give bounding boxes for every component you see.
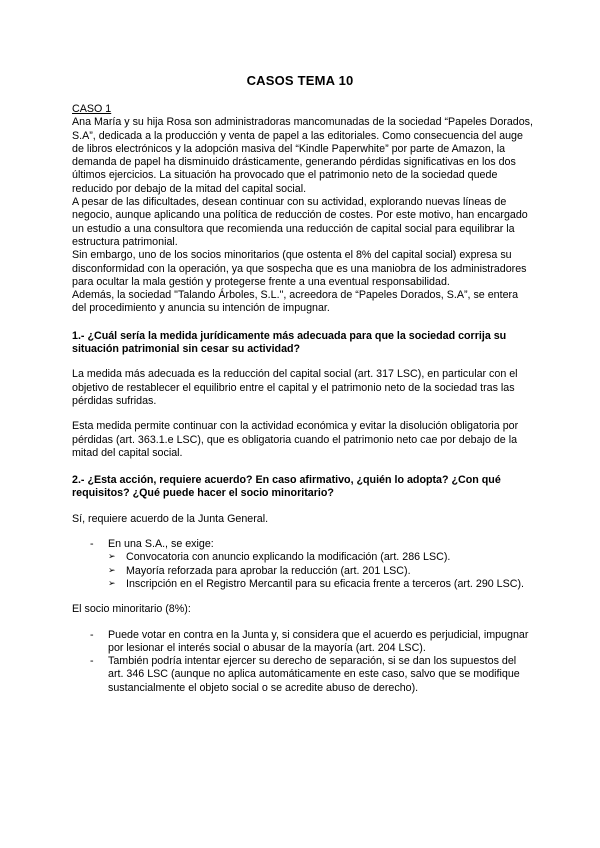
minority-intro: El socio minoritario (8%): bbox=[72, 603, 191, 616]
sa-item-3: Inscripción en el Registro Mercantil para su eficacia frente a terceros (art. 290 LSC). bbox=[126, 577, 524, 590]
list-item bbox=[72, 629, 534, 656]
question-2: 2.- ¿Esta acción, requiere acuerdo? En caso afirmativo, ¿quién lo adopta? ¿Con qué requisitos? ¿Qué puede hacer el socio minoritario? bbox=[72, 474, 501, 500]
answer-2-intro: Sí, requiere acuerdo de la Junta General. bbox=[72, 512, 269, 525]
document-title: CASOS TEMA 10 bbox=[246, 73, 354, 88]
dash-bullet: - bbox=[90, 628, 94, 641]
document-body bbox=[72, 103, 534, 695]
dash-bullet: - bbox=[90, 655, 94, 668]
arrow-bullet-icon: ➢ bbox=[108, 565, 116, 576]
sa-requirements-list bbox=[72, 538, 534, 591]
sa-intro: En una S.A., se exige: bbox=[108, 538, 214, 551]
answer-1-paragraph-2: Esta medida permite continuar con la actividad económica y evitar la disolución obligatoria por pérdidas (art. 363.1.e LSC), que es obligatoria cuando el patrimonio neto cae por debajo de la mitad del capital social. bbox=[72, 420, 519, 459]
case-paragraph-3: Sin embargo, uno de los socios minoritarios (que ostenta el 8% del capital social) expresa su disconformidad con la operación, ya que sospecha que es una maniobra de los administradores para ocultar la mala gestión y protegerse frente a una eventual responsabilidad. bbox=[72, 249, 527, 288]
sa-sublist bbox=[108, 551, 534, 591]
minority-item-1: Puede votar en contra en la Junta y, si considera que el acuerdo es perjudicial, impugnar por lesionar el interés social o abusar de la mayoría (art. 204 LSC). bbox=[108, 628, 529, 654]
sa-item-2: Mayoría reforzada para aprobar la reducción (art. 201 LSC). bbox=[126, 564, 411, 577]
case-paragraph-2: A pesar de las dificultades, desean continuar con su actividad, explorando nuevas líneas de negocio, aunque aplicando una política de reducción de costes. Por este motivo, han encargado un estudio a una consultora que recomienda una reducción de capital social para equilibrar la estructura patrimonial. bbox=[72, 196, 528, 248]
list-item bbox=[72, 655, 534, 695]
list-item bbox=[108, 565, 534, 578]
list-item bbox=[72, 538, 534, 591]
case-paragraph-1: Ana María y su hija Rosa son administradoras mancomunadas de la sociedad “Papeles Dorados, S.A”, dedicada a la producción y venta de papel a las editoriales. Como consecuencia del auge de libros electrónicos y la adopción masiva del “Kindle Paperwhite” por parte de Amazon, la demanda de papel ha disminuido drásticamente, generando pérdidas significativas en los dos últimos ejercicios. La situación ha provocado que el patrimonio neto de la sociedad quede reducido por debajo de la mitad del capital social. bbox=[72, 116, 533, 195]
case-label: CASO 1 bbox=[72, 103, 112, 115]
case-paragraph-4: Además, la sociedad "Talando Árboles, S.L.", acreedora de “Papeles Dorados, S.A”, se entera del procedimiento y anuncia su intención de impugnar. bbox=[72, 289, 519, 315]
sa-item-1: Convocatoria con anuncio explicando la modificación (art. 286 LSC). bbox=[126, 551, 451, 564]
minority-options-list bbox=[72, 629, 534, 695]
list-item bbox=[108, 551, 534, 564]
question-1: 1.- ¿Cuál sería la medida jurídicamente más adecuada para que la sociedad corrija su situación patrimonial sin cesar su actividad? bbox=[72, 329, 507, 356]
answer-1-paragraph-1: La medida más adecuada es la reducción del capital social (art. 317 LSC), en particular con el objetivo de restablecer el equilibrio entre el capital y el patrimonio neto de la sociedad tras las pérdidas sufridas. bbox=[72, 368, 518, 407]
list-item bbox=[108, 578, 534, 591]
minority-item-2: También podría intentar ejercer su derecho de separación, si se dan los supuestos del art. 346 LSC (aunque no aplica automáticamente en este caso, salvo que se modifique sustancialmente el objeto social o se acredite abuso de derecho). bbox=[108, 655, 520, 694]
arrow-bullet-icon: ➢ bbox=[108, 552, 116, 563]
dash-bullet: - bbox=[90, 538, 94, 551]
arrow-bullet-icon: ➢ bbox=[108, 578, 116, 589]
